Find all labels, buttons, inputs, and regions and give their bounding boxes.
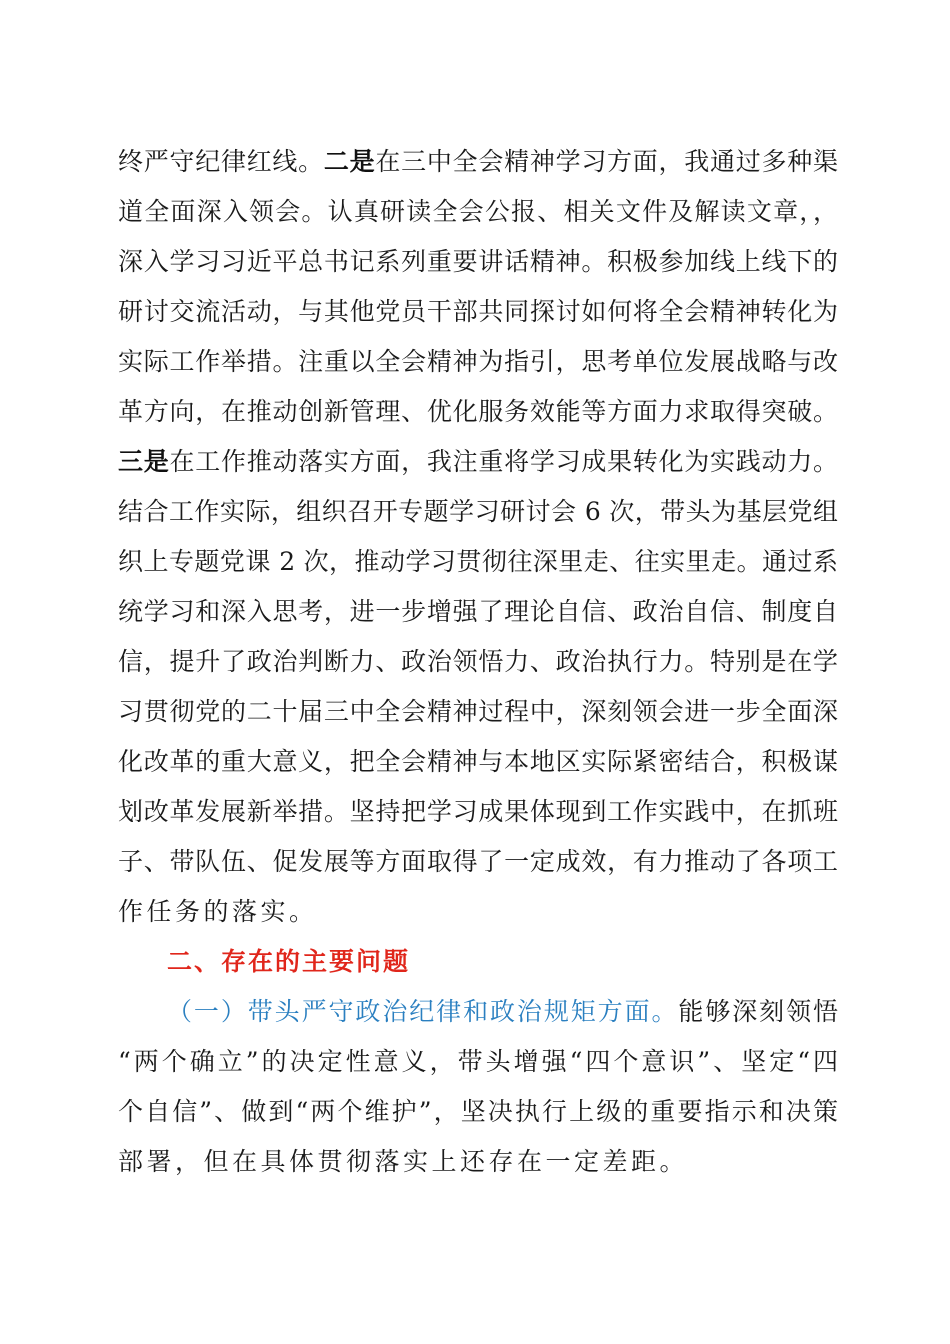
paragraph-line-8: 结合工作实际，组织召开专题学习研讨会 6 次，带头为基层党组 — [118, 497, 838, 526]
paragraph-line-19: “两个确立”的决定性意义，带头增强“四个意识”、坚定“四 — [118, 1047, 838, 1076]
paragraph-line-10: 统学习和深入思考，进一步增强了理论自信、政治自信、制度自 — [118, 597, 838, 626]
paragraph-line-1 — [118, 137, 838, 187]
paragraph-line-5: 实际工作举措。注重以全会精神为指引，思考单位发展战略与改 — [118, 347, 838, 376]
paragraph-line-4: 研讨交流活动，与其他党员干部共同探讨如何将全会精神转化为 — [118, 297, 838, 326]
text-run: 终严守纪律红线。 — [118, 147, 324, 176]
text-run: 在三中全会精神学习方面，我通过多种渠 — [375, 147, 838, 176]
section-heading: 二、存在的主要问题 — [167, 947, 411, 976]
paragraph-line-14: 划改革发展新举措。坚持把学习成果体现到工作实践中，在抓班 — [118, 797, 838, 826]
paragraph-line-15: 子、带队伍、促发展等方面取得了一定成效，有力推动了各项工 — [118, 847, 838, 876]
paragraph-line-6: 革方向，在推动创新管理、优化服务效能等方面力求取得突破。 — [118, 397, 838, 426]
text-run: 在工作推动落实方面，我注重将学习成果转化为实践动力。 — [169, 447, 838, 476]
paragraph-line-20: 个自信”、做到“两个维护”，坚决执行上级的重要指示和决策 — [118, 1097, 838, 1126]
bold-marker-erShi: 二是 — [323, 147, 376, 176]
paragraph-line-11: 信，提升了政治判断力、政治领悟力、政治执行力。特别是在学 — [118, 647, 838, 676]
paragraph-line-3: 深入学习习近平总书记系列重要讲话精神。积极参加线上线下的 — [118, 247, 838, 276]
paragraph-line-9: 织上专题党课 2 次，推动学习贯彻往深里走、往实里走。通过系 — [118, 547, 838, 576]
paragraph-line-13: 化改革的重大意义，把全会精神与本地区实际紧密结合，积极谋 — [118, 747, 838, 776]
paragraph-line-16: 作任务的落实。 — [118, 897, 318, 926]
paragraph-line-18 — [167, 987, 838, 1037]
paragraph-line-21: 部署，但在具体贯彻落实上还存在一定差距。 — [118, 1147, 689, 1176]
bold-marker-sanShi: 三是 — [118, 447, 170, 476]
paragraph-line-12: 习贯彻党的二十届三中全会精神过程中，深刻领会进一步全面深 — [118, 697, 838, 726]
paragraph-line-2: 道全面深入领会。认真研读全会公报、相关文件及解读文章，， — [118, 197, 838, 226]
paragraph-line-7 — [118, 437, 838, 487]
subheading: （一）带头严守政治纪律和政治规矩方面。 — [167, 997, 679, 1026]
text-run: 能够深刻领悟 — [678, 997, 838, 1026]
